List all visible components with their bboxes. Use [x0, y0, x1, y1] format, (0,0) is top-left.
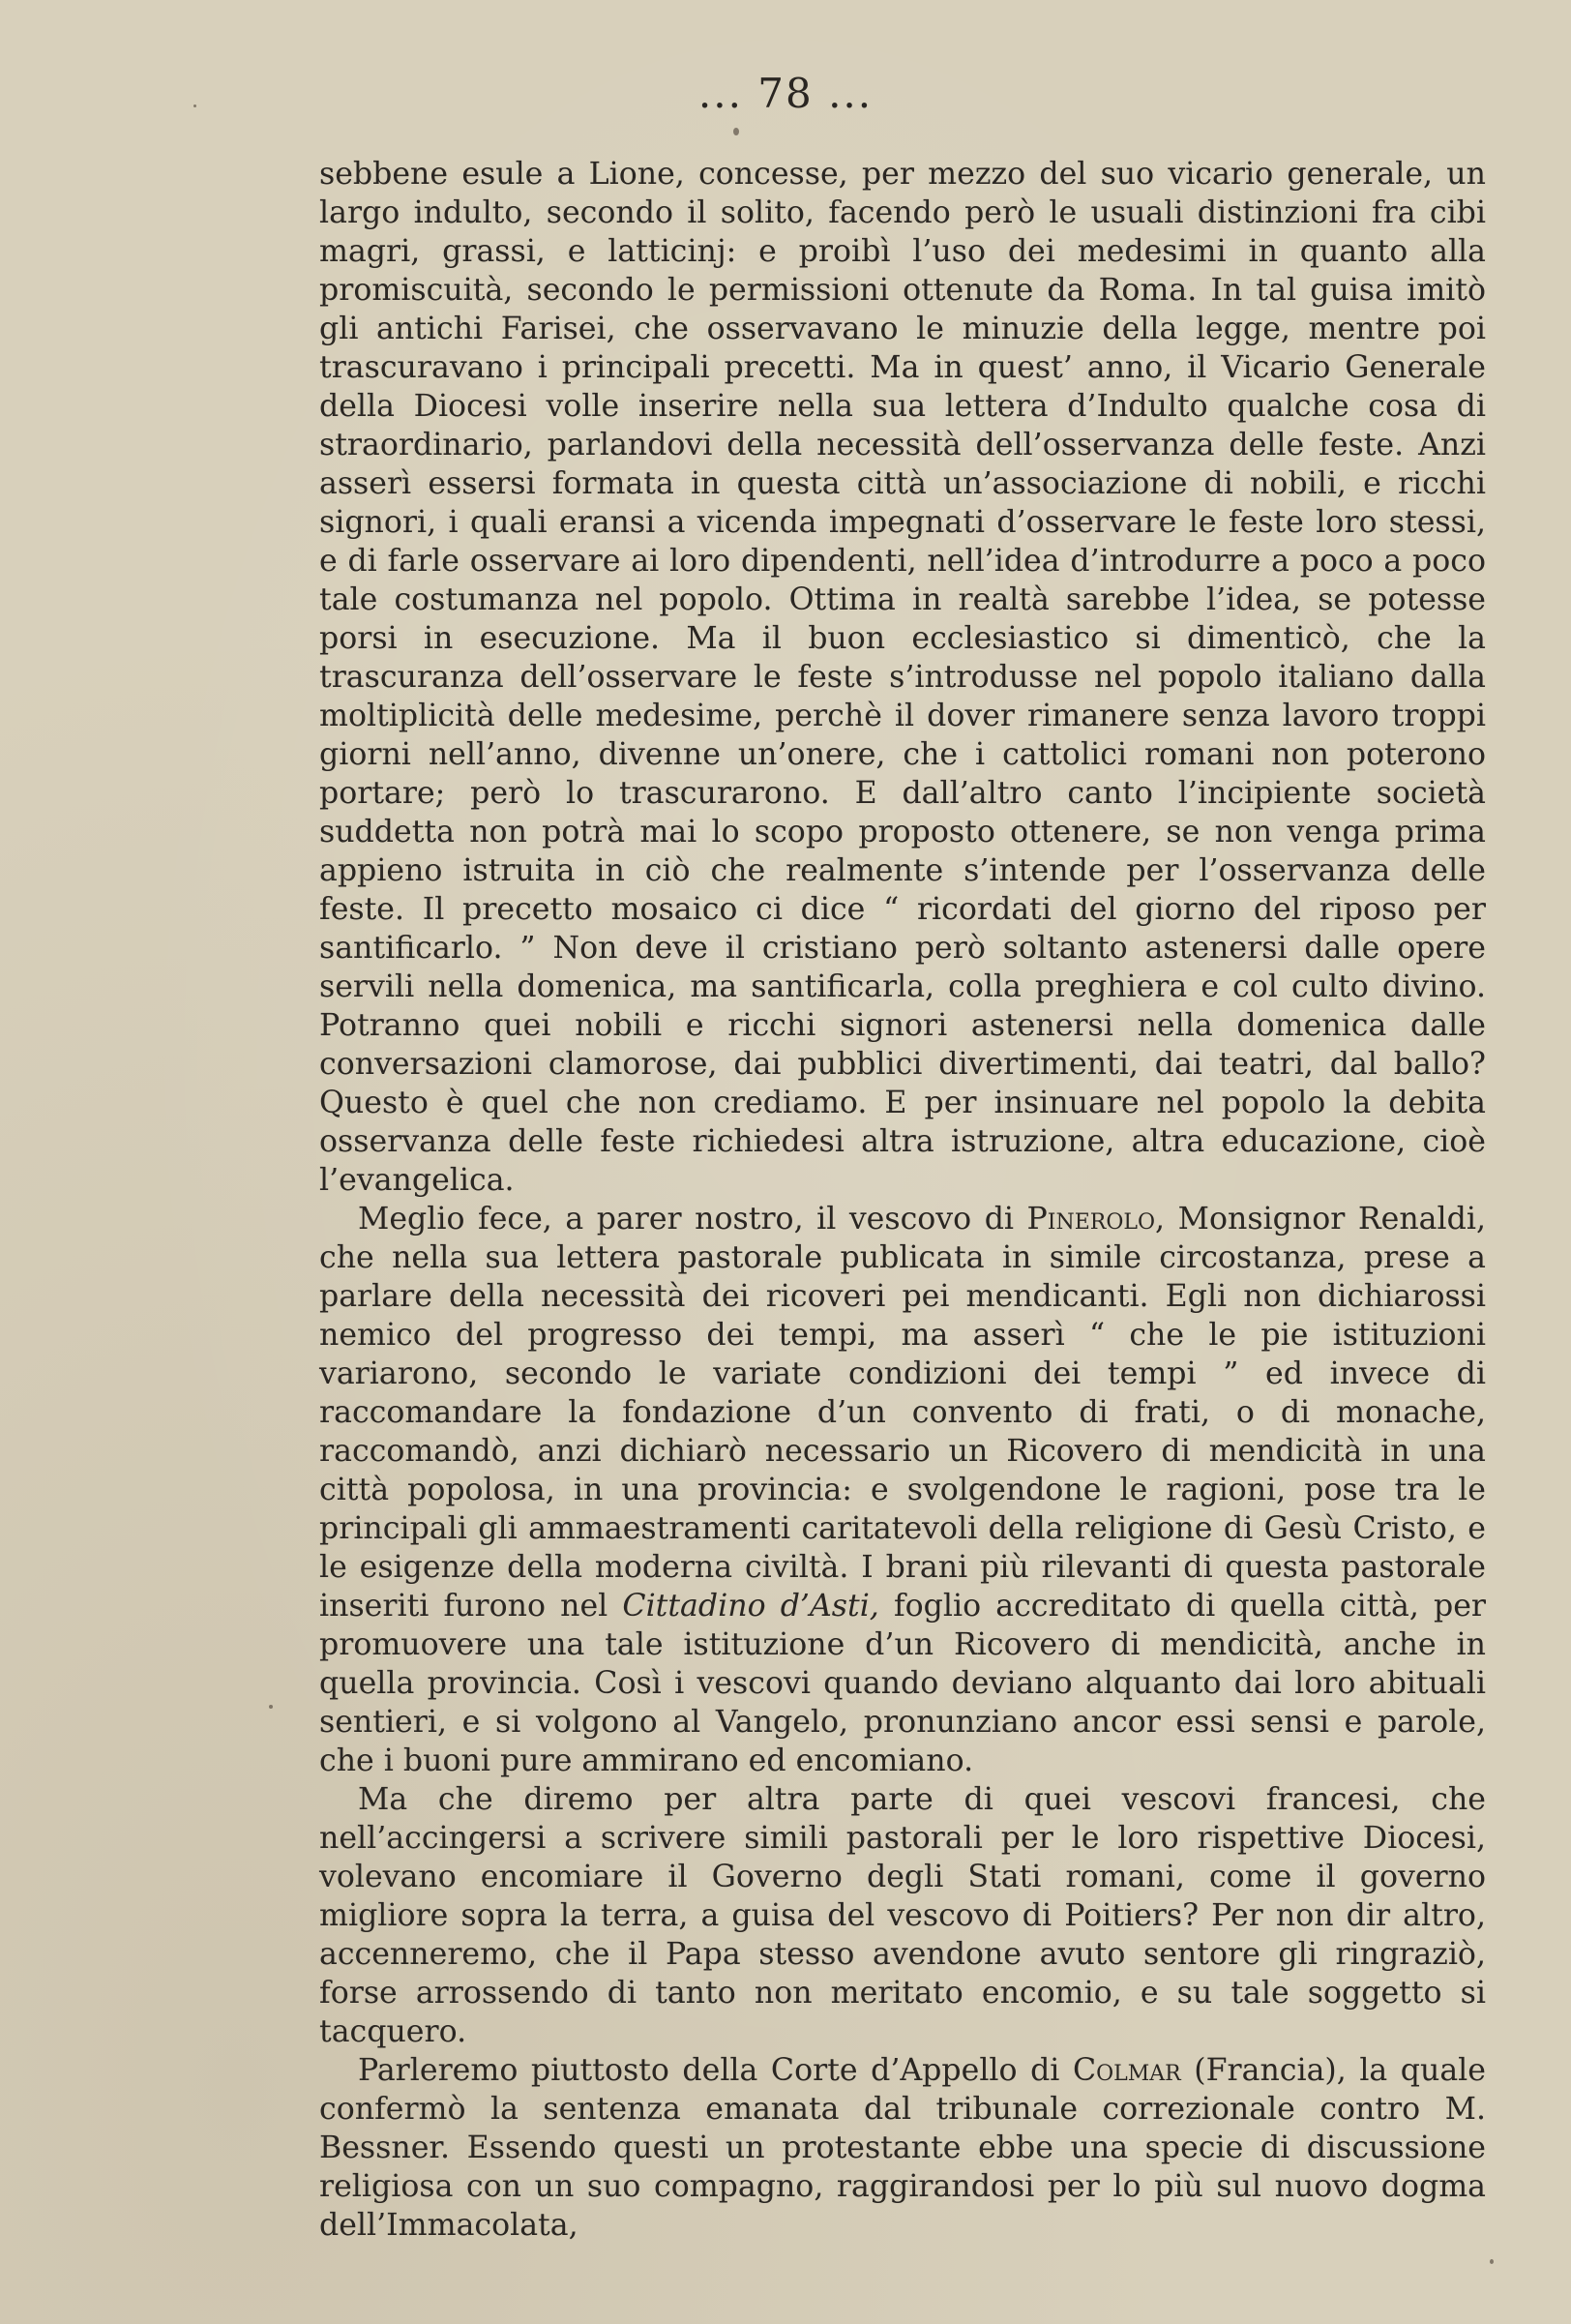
paragraph-2-text-a: Meglio fece, a parer nostro, il vescovo di: [358, 1202, 1027, 1236]
paragraph-2: [319, 1200, 1486, 1780]
paragraph-2-text-b: , Monsignor Renaldi, che nella sua lettera pastorale publicata in simile circostanza, prese a parlare della necessità dei ricoveri pei mendicanti. Egli non dichiarossi nemico del progresso dei tempi, ma asserì “ che le pie istituzioni variarono, secondo le variate condizioni dei tempi ” ed invece di raccomandare la fondazione d’un convento di frati, o di monache, raccomandò, anzi dichiarò necessario un Ricovero di mendicità in una città popolosa, in una provincia: e svolgendone le ragioni, pose tra le principali gli ammaestramenti caritatevoli della religione di Gesù Cristo, e le esigenze della moderna civiltà. I brani più rilevanti di questa pastorale inseriti furono nel: [319, 1202, 1486, 1624]
paper-speck: [1490, 2259, 1494, 2264]
paper-speck: [193, 104, 196, 107]
place-name-colmar: Colmar: [1072, 2053, 1181, 2088]
paper-speck: [269, 1705, 273, 1709]
page-number: ... 78 ...: [697, 70, 874, 117]
place-name-pinerolo: Pinerolo: [1026, 1202, 1156, 1236]
paragraph-4: [319, 2051, 1486, 2245]
paragraph-4-text-a: Parleremo piuttosto della Corte d’Appello di: [358, 2053, 1073, 2088]
body-text: [319, 155, 1486, 2245]
paragraph-2-text-c: foglio accreditato di quella città, per promuovere una tale istituzione d’un Ricovero di mendicità, anche in quella provincia. Così i vescovi quando deviano alquanto dai loro abituali sentieri, e si volgono al Vangelo, pronunziano ancor essi sensi e parole, che i buoni pure ammirano ed encomiano.: [319, 1589, 1487, 1778]
paragraph-4-text-b: (Francia), la quale confermò la sentenza emanata dal tribunale correzionale contro M. Bessner. Essendo questi un protestante ebbe una specie di discussione religiosa con un suo compagno, raggirandosi per lo più sul nuovo dogma dell’Immacolata,: [319, 2053, 1486, 2243]
paper-speck: [733, 128, 739, 135]
paragraph-3: Ma che diremo per altra parte di quei vescovi francesi, che nell’accingersi a scrivere simili pastorali per le loro rispettive Diocesi, volevano encomiare il Governo degli Stati romani, come il governo migliore sopra la terra, a guisa del vescovo di Poitiers? Per non dir altro, accenneremo, che il Papa stesso avendone avuto sentore gli ringraziò, forse arrossendo di tanto non meritato encomio, e su tale soggetto si tacquero.: [319, 1782, 1486, 2049]
newspaper-title: Cittadino d’Asti,: [622, 1589, 879, 1624]
paragraph-1: sebbene esule a Lione, concesse, per mezzo del suo vicario generale, un largo indulto, secondo il solito, facendo però le usuali distinzioni fra cibi magri, grassi, e latticinj: e proibì l’uso dei medesimi in quanto alla promiscuità, secondo le permissioni ottenute da Roma. In tal guisa imitò gli antichi Farisei, che osservavano le minuzie della legge, mentre poi trascuravano i principali precetti. Ma in quest’ anno, il Vicario Generale della Diocesi volle inserire nella sua lettera d’Indulto qualche cosa di straordinario, parlandovi della necessità dell’osservanza delle feste. Anzi asserì essersi formata in questa città un’associazione di nobili, e ricchi signori, i quali eransi a vicenda impegnati d’osservare le feste loro stessi, e di farle osservare ai loro dipendenti, nell’idea d’introdurre a poco a poco tale costumanza nel popolo. Ottima in realtà sarebbe l’idea, se potesse porsi in esecuzione. Ma il buon ecclesiastico si dimenticò, che la trascuranza dell’osservare le feste s’introdusse nel popolo italiano dalla moltiplicità delle medesime, perchè il dover rimanere senza lavoro troppi giorni nell’anno, divenne un’onere, che i cattolici romani non poterono portare; però lo trascurarono. E dall’altro canto l’incipiente società suddetta non potrà mai lo scopo proposto ottenere, se non venga prima appieno istruita in ciò che realmente s’intende per l’osservanza delle feste. Il precetto mosaico ci dice “ ricordati del giorno del riposo per santificarlo. ” Non deve il cristiano però soltanto astenersi dalle opere servili nella domenica, ma santificarla, colla preghiera e col culto divino. Potranno quei nobili e ricchi signori astenersi nella domenica dalle conversazioni clamorose, dai pubblici divertimenti, dai teatri, dal ballo? Questo è quel che non crediamo. E per insinuare nel popolo la debita osservanza delle feste richiedesi altra istruzione, altra educazione, cioè l’evangelica.: [319, 157, 1486, 1198]
